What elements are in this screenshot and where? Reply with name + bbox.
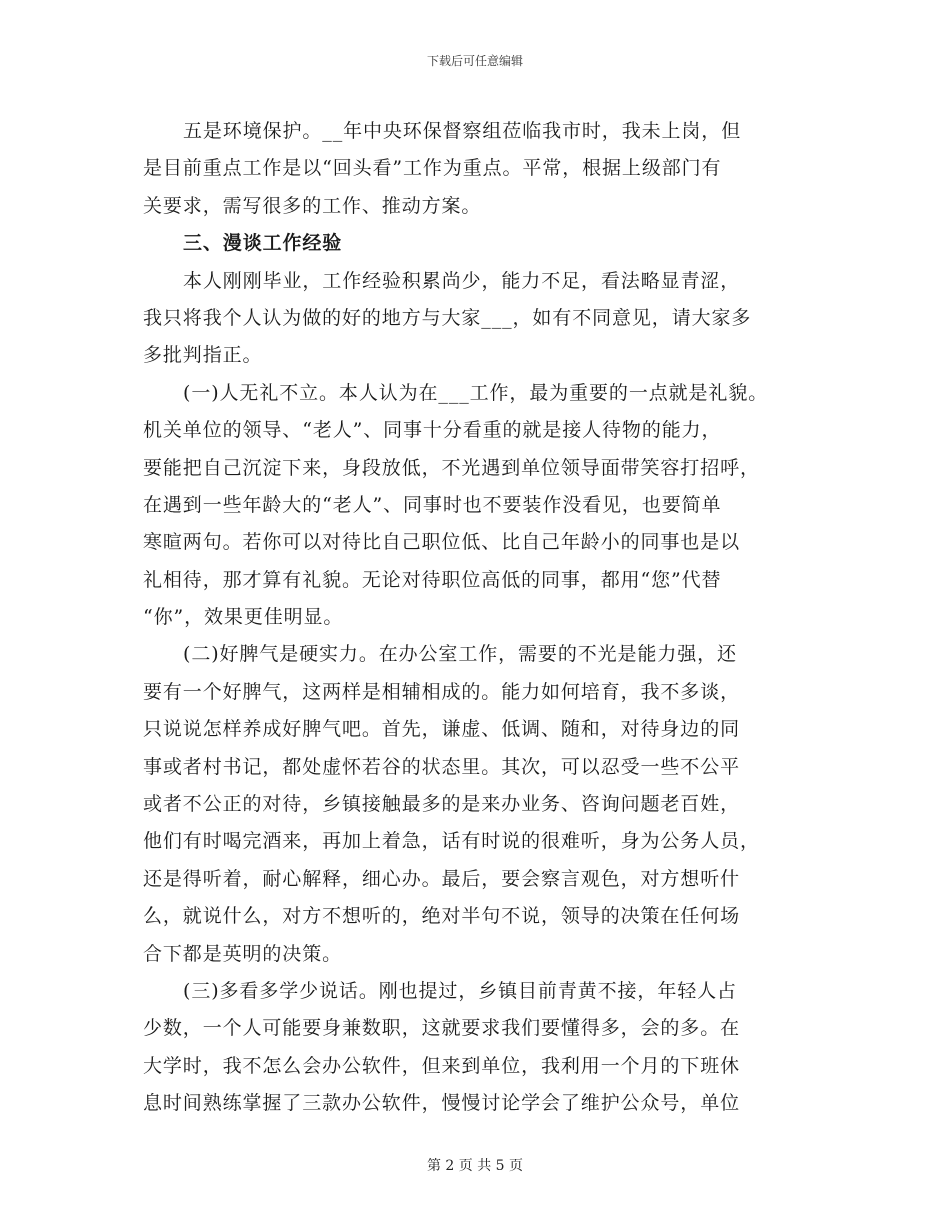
section-heading: 三、漫谈工作经验 [183, 232, 343, 255]
text-line: 要能把自己沉淀下来，身段放低，不光遇到单位领导面带笑容打招呼， [143, 456, 760, 479]
text-line: 多批判指正。 [143, 344, 263, 367]
page-number: 第 2 页 共 5 页 [426, 1158, 524, 1174]
text-line: 关要求，需写很多的工作、推动方案。 [143, 194, 482, 217]
text-line: (一)人无礼不立。本人认为在___工作，最为重要的一点就是礼貌。 [183, 381, 769, 404]
text-line: 他们有时喝完酒来，再加上着急，话有时说的很难听，身为公务人员， [143, 830, 760, 853]
text-line: 或者不公正的对待，乡镇接触最多的是来办业务、咨询问题老百姓， [143, 793, 741, 816]
text-line: 么，就说什么，对方不想听的，绝对半句不说，领导的决策在任何场 [143, 905, 741, 928]
text-line: 大学时，我不怎么会办公软件，但来到单位，我利用一个月的下班休 [143, 1054, 741, 1077]
text-line: 只说说怎样养成好脾气吧。首先，谦虚、低调、随和，对待身边的同 [143, 718, 741, 741]
text-line: 机关单位的领导、“老人”、同事十分看重的就是接人待物的能力， [143, 419, 722, 442]
text-line: (三)多看多学少说话。刚也提过，乡镇目前青黄不接，年轻人占 [183, 979, 737, 1002]
text-line: 合下都是英明的决策。 [143, 942, 343, 965]
text-line: 少数，一个人可能要身兼数职，这就要求我们要懂得多，会的多。在 [143, 1017, 741, 1040]
text-line: 事或者村书记，都处虚怀若谷的状态里。其次，可以忍受一些不公平 [143, 755, 741, 778]
text-line: 息时间熟练掌握了三款办公软件，慢慢讨论学会了维护公众号，单位 [143, 1092, 741, 1115]
text-line: 我只将我个人认为做的好的地方与大家___，如有不同意见，请大家多 [143, 306, 752, 329]
text-line: 在遇到一些年龄大的“老人”、同事时也不要装作没看见，也要简单 [143, 493, 722, 516]
text-line: 礼相待，那才算有礼貌。无论对待职位高低的同事，都用“您”代替 [143, 568, 722, 591]
text-line: 本人刚刚毕业，工作经验积累尚少，能力不足，看法略显青涩， [183, 269, 741, 292]
text-line: 是目前重点工作是以“回头看”工作为重点。平常，根据上级部门有 [143, 157, 722, 180]
text-line: 寒暄两句。若你可以对待比自己职位低、比自己年龄小的同事也是以 [143, 531, 741, 554]
page-header: 下载后可任意编辑 [426, 54, 523, 68]
text-line: 五是环境保护。__年中央环保督察组莅临我市时，我未上岗，但 [183, 120, 742, 142]
text-line: (二)好脾气是硬实力。在办公室工作，需要的不光是能力强，还 [183, 643, 737, 666]
text-line: 还是得听着，耐心解释，细心办。最后，要会察言观色，对方想听什 [143, 867, 741, 890]
text-line: “你”，效果更佳明显。 [143, 606, 344, 629]
document-body [143, 113, 823, 1123]
text-line: 要有一个好脾气，这两样是相辅相成的。能力如何培育，我不多谈， [143, 680, 741, 703]
